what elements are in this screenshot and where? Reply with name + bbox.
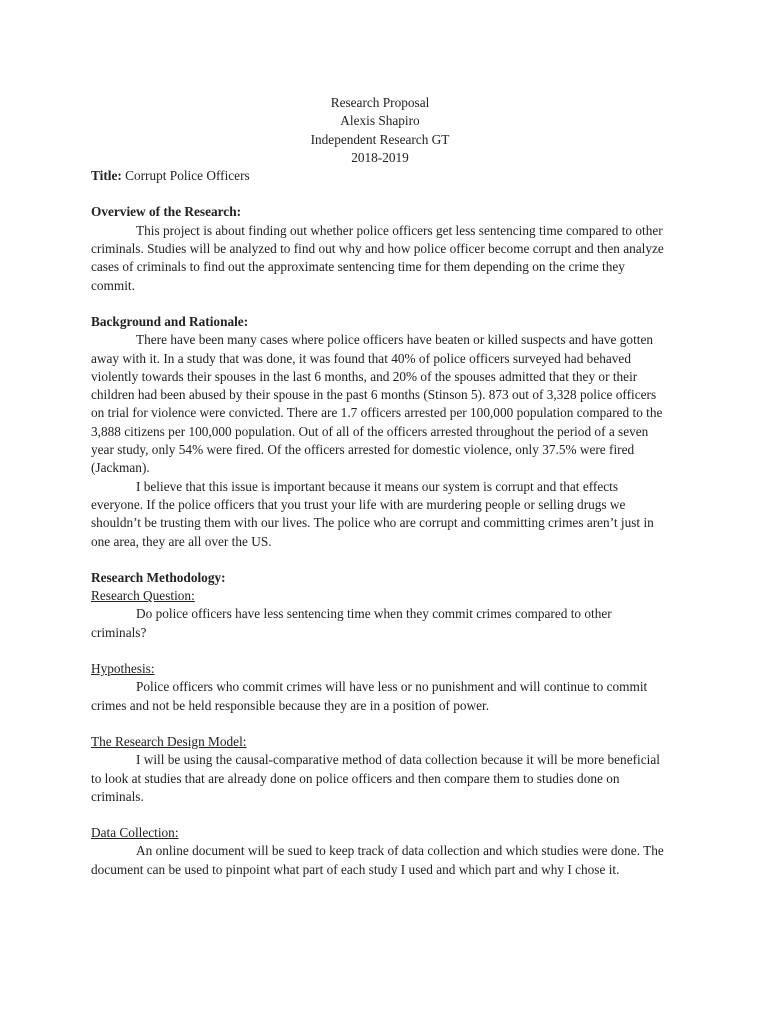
data-collection-text: An online document will be sued to keep track of data collection and which studies were done. The document can be used to pinpoint what part of each study I used and which part and why I chose it. bbox=[91, 843, 664, 877]
design-model-text: I will be using the causal-comparative method of data collection because it will be more beneficial to look at studies that are already done on police officers and then compare them to studies done on criminals. bbox=[91, 752, 660, 804]
document-page bbox=[91, 94, 669, 879]
background-heading: Background and Rationale: bbox=[91, 313, 249, 329]
title-value: Corrupt Police Officers bbox=[125, 168, 250, 184]
hypothesis-text: Police officers who commit crimes will have less or no punishment and will continue to commit crimes and not be held responsible because they are in a position of power. bbox=[91, 679, 648, 713]
document-header bbox=[91, 94, 669, 167]
overview-paragraph: This project is about finding out whether police officers get less sentencing time compared to other criminals. Studies will be analyzed to find out why and how police officer become corrupt and then analyze cases of criminals to find out the approximate sentencing time for them depending on the crime they commit. bbox=[91, 222, 664, 293]
hypothesis-label: Hypothesis: bbox=[91, 661, 155, 677]
title-label: Title: bbox=[91, 168, 122, 184]
header-author: Alexis Shapiro bbox=[340, 113, 420, 129]
overview-heading: Overview of the Research: bbox=[91, 204, 242, 220]
design-model-label: The Research Design Model: bbox=[91, 733, 247, 749]
data-collection-label: Data Collection: bbox=[91, 825, 179, 841]
research-question-label: Research Question: bbox=[91, 588, 195, 604]
research-question-text: Do police officers have less sentencing time when they commit crimes compared to other criminals? bbox=[91, 606, 612, 640]
background-paragraph-2: I believe that this issue is important because it means our system is corrupt and that effects everyone. If the police officers that you trust your life with are murdering people or selling drugs we shouldn’t be trusting them with our lives. The police who are corrupt and committing crimes aren’t just in one area, they are all over the US. bbox=[91, 478, 654, 549]
header-course: Independent Research GT bbox=[310, 131, 450, 147]
background-paragraph-1: There have been many cases where police officers have beaten or killed suspects and have gotten away with it. In a study that was done, it was found that 40% of police officers surveyed had behaved violently towards their spouses in the last 6 months, and 20% of the spouses admitted that they or their children had been abused by their spouse in the past 6 months (Stinson 5). 873 out of 3,328 police officers on trial for violence were convicted. There are 1.7 officers arrested per 100,000 population compared to the 3,888 citizens per 100,000 population. Out of all of the officers arrested throughout the period of a seven year study, only 54% were fired. Of the officers arrested for domestic violence, only 37.5% were fired (Jackman). bbox=[91, 332, 663, 476]
header-title: Research Proposal bbox=[330, 95, 430, 110]
title-line bbox=[91, 167, 669, 185]
methodology-heading: Research Methodology: bbox=[91, 569, 226, 585]
header-year: 2018-2019 bbox=[351, 149, 409, 165]
